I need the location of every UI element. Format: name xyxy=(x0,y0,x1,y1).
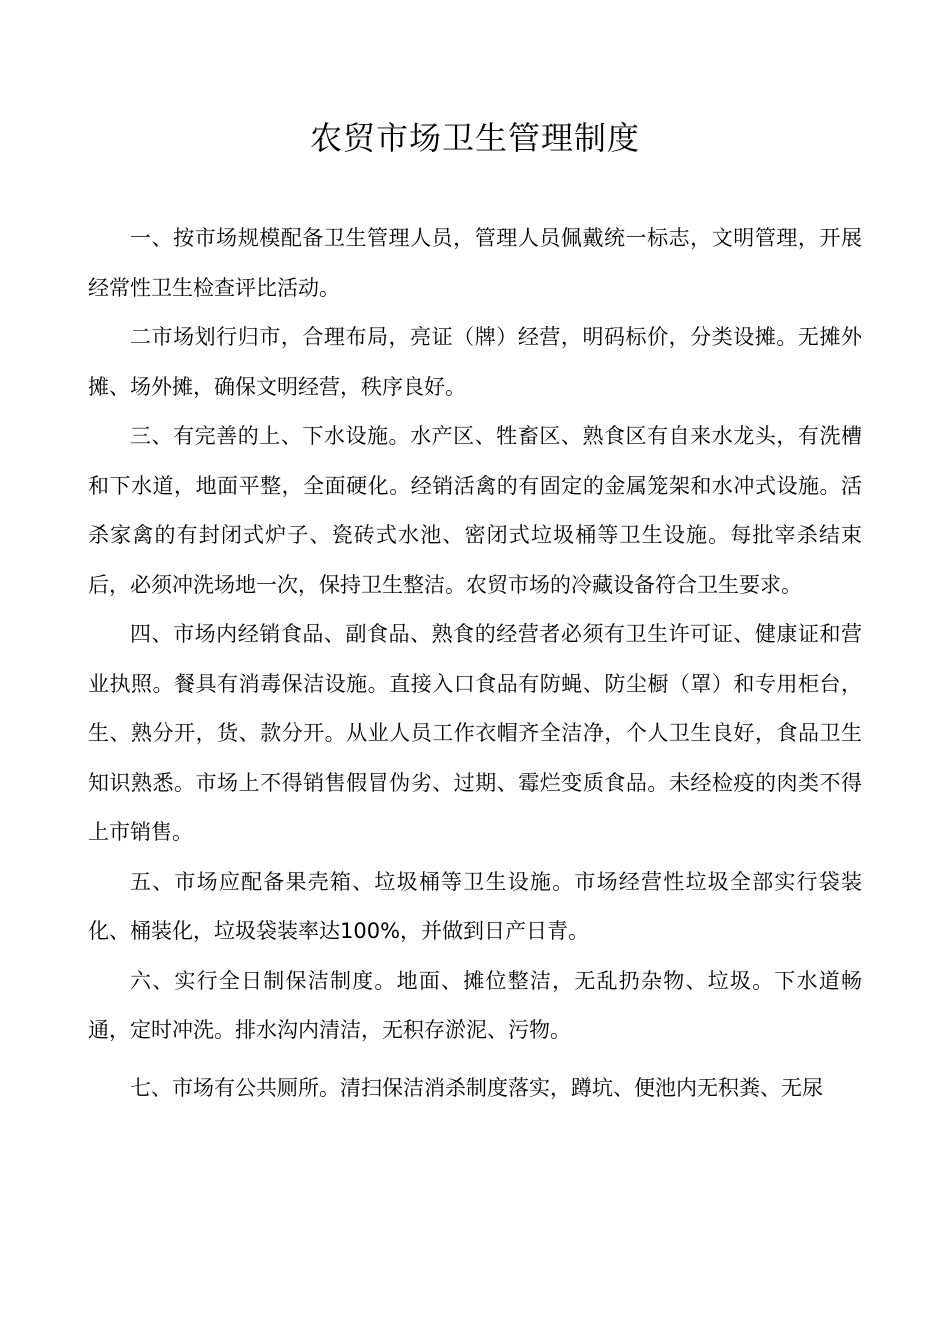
paragraph-1: 一、按市场规模配备卫生管理人员，管理人员佩戴统一标志，文明管理，开展经常性卫生检查评比活动。 xyxy=(88,226,862,300)
paragraph-2: 二市场划行归市，合理布局，亮证（牌）经营，明码标价，分类设摊。无摊外摊、场外摊，确保文明经营，秩序良好。 xyxy=(88,325,862,399)
paragraph-4: 四、市场内经销食品、副食品、熟食的经营者必须有卫生许可证、健康证和营业执照。餐具有消毒保洁设施。直接入口食品有防蝇、防尘橱（罩）和专用柜台，生、熟分开，货、款分开。从业人员工作衣帽齐全洁净，个人卫生良好，食品卫生知识熟悉。市场上不得销售假冒伪劣、过期、霉烂变质食品。未经检疫的肉类不得上市销售。 xyxy=(88,622,862,844)
document-body xyxy=(88,214,862,1113)
paragraph-6: 六、实行全日制保洁制度。地面、摊位整洁，无乱扔杂物、垃圾。下水道畅通，定时冲洗。排水沟内清洁，无积存淤泥、污物。 xyxy=(88,968,862,1042)
paragraph-3: 三、有完善的上、下水设施。水产区、牲畜区、熟食区有自来水龙头，有洗槽和下水道，地面平整，全面硬化。经销活禽的有固定的金属笼架和水冲式设施。活杀家禽的有封闭式炉子、瓷砖式水池、密闭式垃圾桶等卫生设施。每批宰杀结束后，必须冲洗场地一次，保持卫生整洁。农贸市场的冷藏设备符合卫生要求。 xyxy=(88,424,862,597)
paragraph-7: 七、市场有公共厕所。清扫保洁消杀制度落实，蹲坑、便池内无积粪、无尿 xyxy=(130,1075,823,1100)
document-title: 农贸市场卫生管理制度 xyxy=(309,119,640,157)
paragraph-5: 五、市场应配备果壳箱、垃圾桶等卫生设施。市场经营性垃圾全部实行袋装化、桶装化，垃圾袋装率达100%，并做到日产日青。 xyxy=(88,869,862,943)
